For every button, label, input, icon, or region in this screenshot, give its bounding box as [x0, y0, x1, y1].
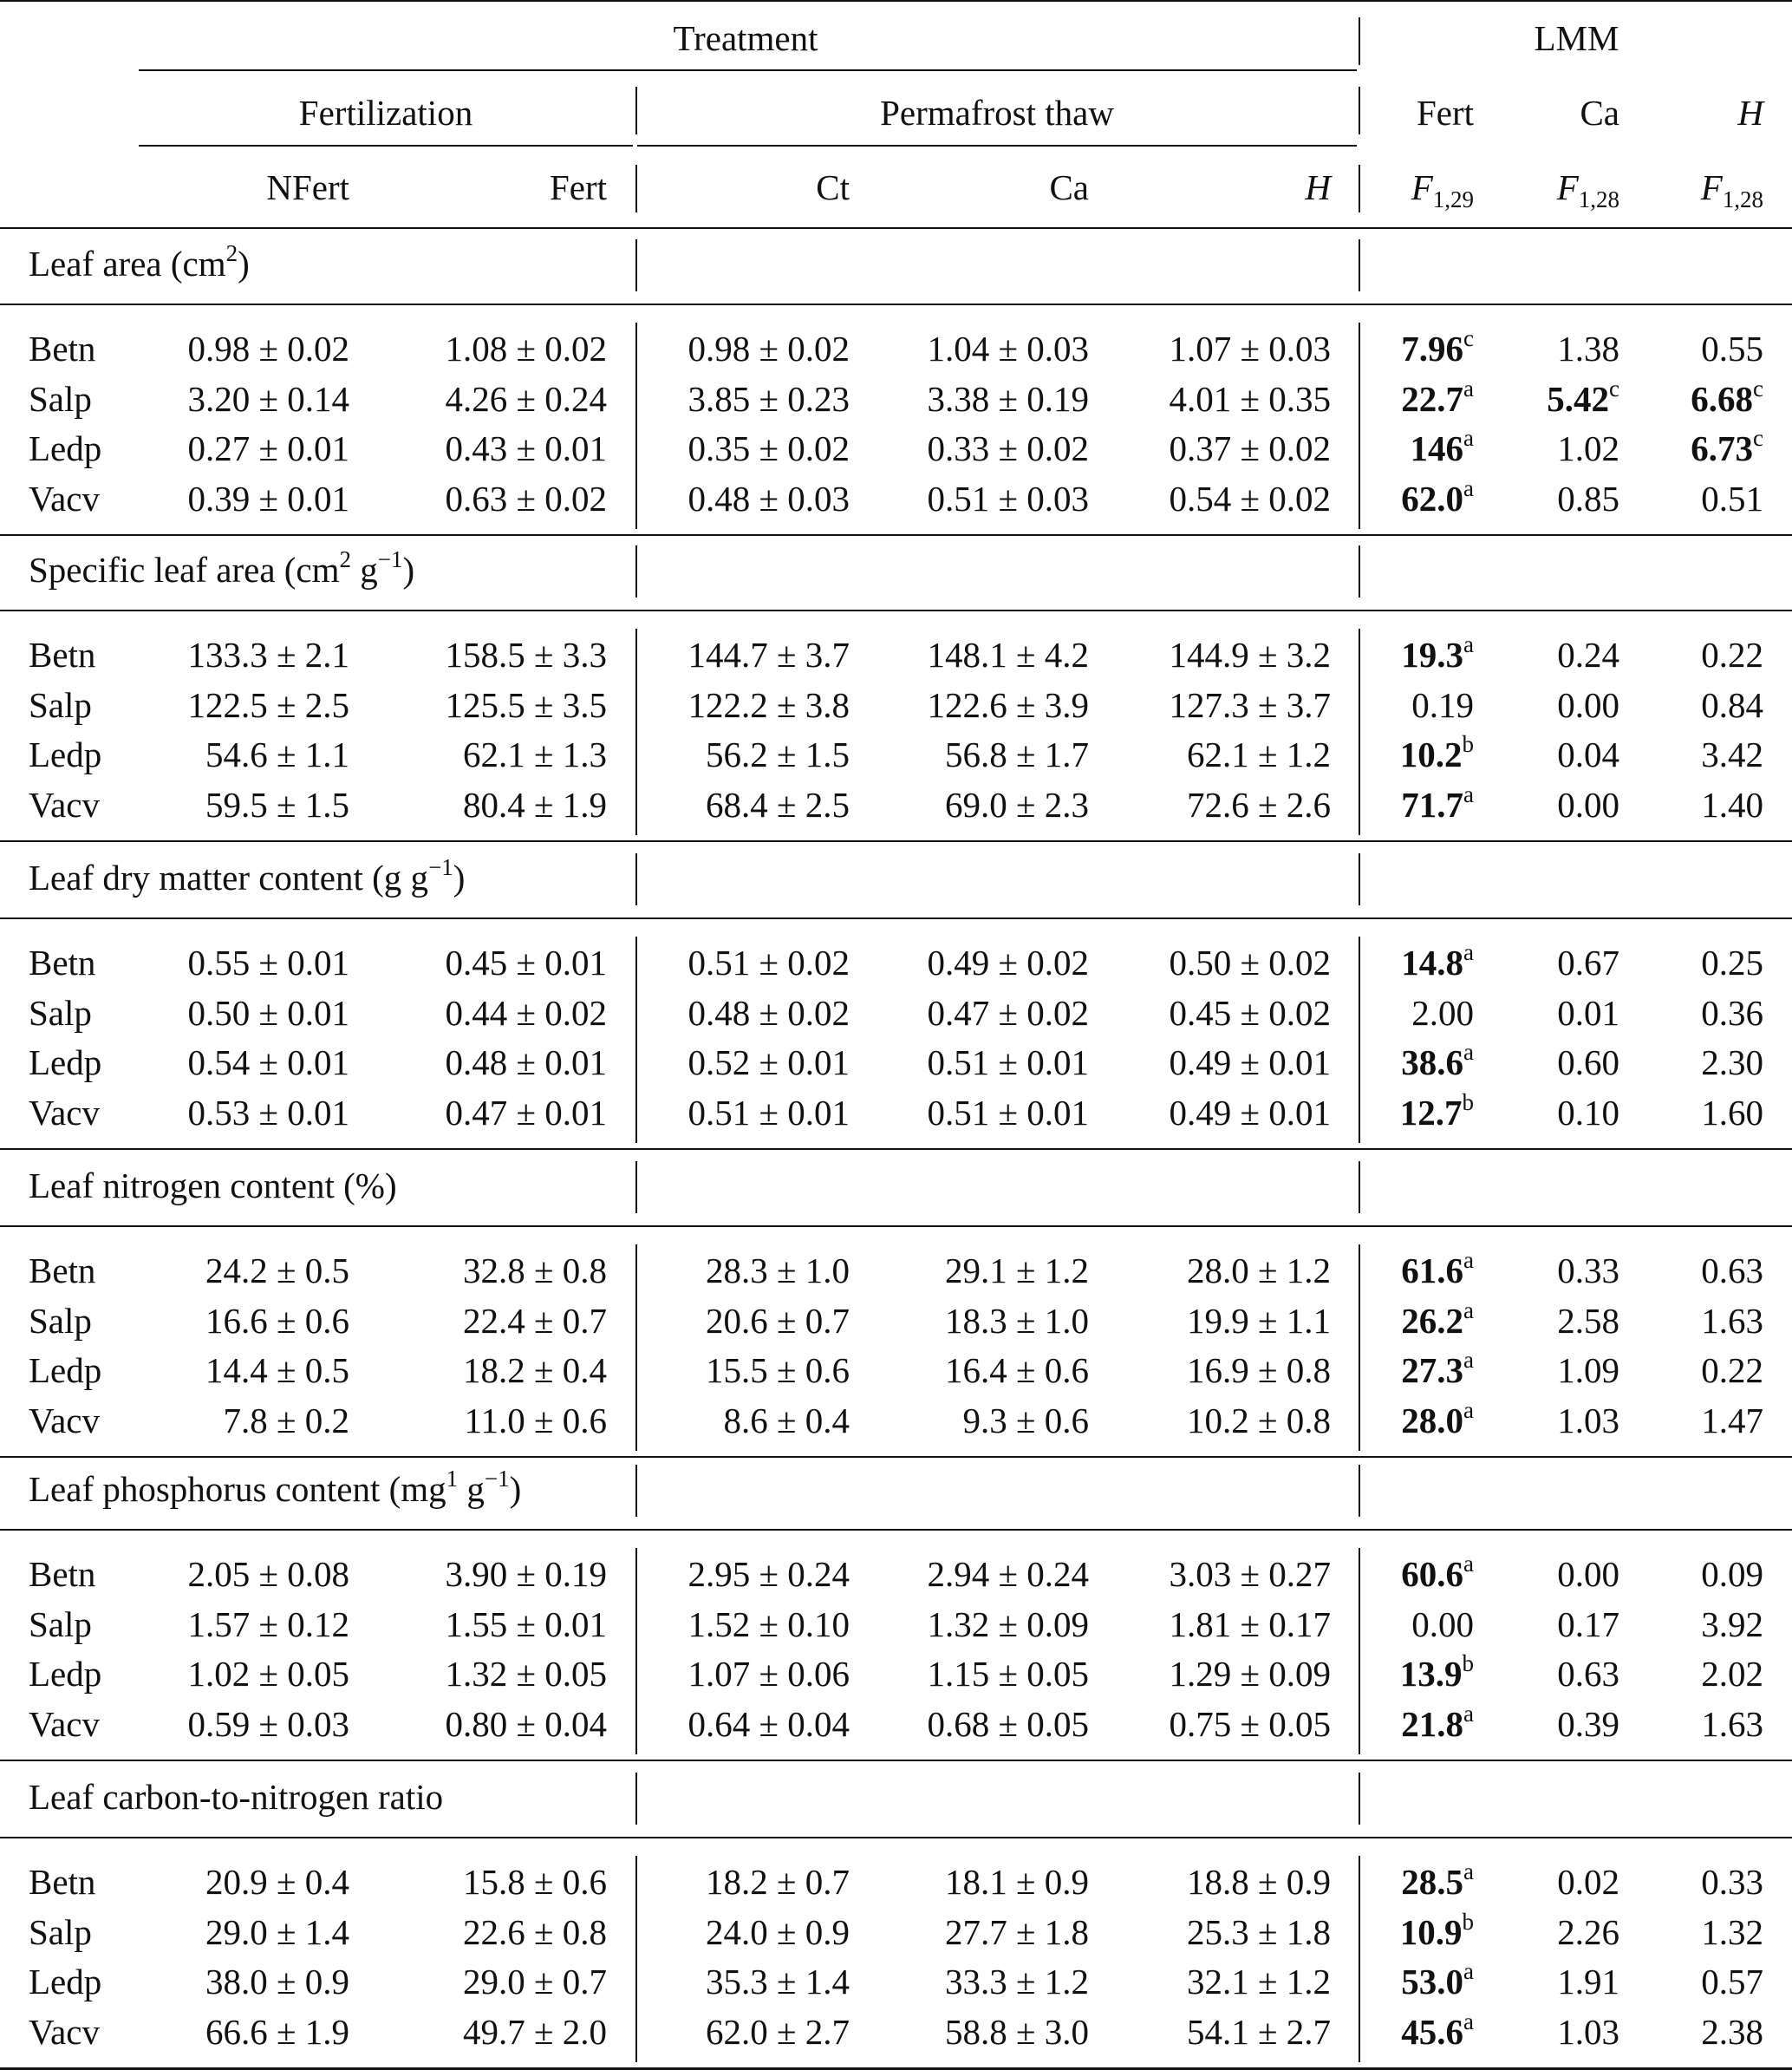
rule-line	[0, 227, 1792, 229]
f-value-cell: 0.84	[1701, 684, 1763, 725]
value-cell: 122.6 ± 3.9	[927, 684, 1089, 725]
column-divider	[635, 545, 637, 597]
section-title: Leaf area $(cm^2)$	[29, 240, 250, 284]
value-cell: 0.49 ± 0.01	[1169, 1092, 1331, 1133]
f-value-cell: 0.10	[1557, 1092, 1619, 1133]
value-cell: 58.8 ± 3.0	[944, 2011, 1089, 2052]
f-value-cell: 22.7$^a$	[1401, 375, 1474, 419]
f-value-cell: 27.3$^a$	[1401, 1347, 1474, 1390]
value-cell: 68.4 ± 2.5	[705, 784, 850, 825]
value-cell: 25.3 ± 1.8	[1186, 1911, 1331, 1952]
value-cell: 3.03 ± 0.27	[1169, 1554, 1331, 1594]
species-vacv: Vacv	[29, 2011, 100, 2052]
f-value-cell: 2.58	[1557, 1300, 1619, 1341]
value-cell: 33.3 ± 1.2	[944, 1962, 1089, 2001]
f-value-cell: 0.22	[1701, 1350, 1763, 1390]
value-cell: 35.3 ± 1.4	[705, 1962, 850, 2001]
f-value-cell: 19.3$^a$	[1401, 631, 1474, 675]
value-cell: 2.94 ± 0.24	[927, 1554, 1089, 1594]
header-lmm-fert: Fert	[1416, 93, 1474, 133]
value-cell: 19.9 ± 1.1	[1186, 1300, 1331, 1341]
species-betn: Betn	[29, 635, 96, 675]
value-cell: 3.90 ± 0.19	[445, 1554, 607, 1594]
value-cell: 0.51 ± 0.01	[927, 1092, 1089, 1133]
value-cell: 4.26 ± 0.24	[445, 378, 607, 419]
f-value-cell: 0.02	[1557, 1862, 1619, 1902]
f-value-cell: 1.63	[1701, 1703, 1763, 1744]
f-value-cell: 0.63	[1701, 1250, 1763, 1290]
f-value-cell: 0.67	[1557, 943, 1619, 983]
f-value-cell: 38.6$^a$	[1401, 1039, 1474, 1082]
value-cell: 0.43 ± 0.01	[445, 428, 607, 468]
value-cell: 144.9 ± 3.2	[1169, 635, 1331, 675]
f-value-cell: 0.01	[1557, 992, 1619, 1033]
value-cell: 0.54 ± 0.01	[187, 1042, 349, 1082]
f-value-cell: 5.42$^c$	[1547, 375, 1619, 419]
f-value-cell: 0.24	[1557, 635, 1619, 675]
f-value-cell: 10.2$^b$	[1399, 731, 1474, 774]
f-value-cell: 1.03	[1557, 1400, 1619, 1440]
value-cell: 148.1 ± 4.2	[927, 635, 1089, 675]
value-cell: 20.9 ± 0.4	[205, 1862, 349, 1902]
column-divider	[1359, 17, 1360, 65]
column-divider	[635, 1161, 637, 1213]
f-value-cell: 1.91	[1557, 1962, 1619, 2001]
species-vacv: Vacv	[29, 478, 100, 519]
species-vacv: Vacv	[29, 784, 100, 825]
value-cell: 27.7 ± 1.8	[944, 1911, 1089, 1952]
f-value-cell: 0.63	[1557, 1654, 1619, 1694]
column-divider	[1359, 1465, 1360, 1517]
rule-line	[0, 840, 1792, 842]
f-value-cell: 0.22	[1701, 635, 1763, 675]
f-value-cell: 2.02	[1701, 1654, 1763, 1694]
value-cell: 0.44 ± 0.02	[445, 992, 607, 1033]
species-betn: Betn	[29, 1554, 96, 1594]
f-value-cell: 0.60	[1557, 1042, 1619, 1082]
value-cell: 0.51 ± 0.02	[687, 943, 850, 983]
value-cell: 1.55 ± 0.01	[445, 1603, 607, 1644]
value-cell: 15.8 ± 0.6	[462, 1862, 607, 1902]
header-lmm-h: H	[1737, 93, 1763, 133]
value-cell: 11.0 ± 0.6	[464, 1400, 607, 1440]
value-cell: 1.57 ± 0.12	[187, 1603, 349, 1644]
value-cell: 0.47 ± 0.01	[445, 1092, 607, 1133]
species-ledp: Ledp	[29, 1350, 102, 1390]
rule-line	[0, 1225, 1792, 1227]
f-value-cell: 0.33	[1557, 1250, 1619, 1290]
column-divider	[1359, 239, 1360, 291]
value-cell: 29.0 ± 1.4	[205, 1911, 349, 1952]
f-value-cell: 146$^a$	[1410, 425, 1474, 468]
value-cell: 1.32 ± 0.09	[927, 1603, 1089, 1644]
species-betn: Betn	[29, 943, 96, 983]
column-divider	[635, 165, 637, 212]
f-value-cell: 1.32	[1701, 1911, 1763, 1952]
section-title: Leaf dry matter content (g $g^{-1}$)	[29, 854, 466, 898]
f-value-cell: 1.47	[1701, 1400, 1763, 1440]
species-ledp: Ledp	[29, 428, 102, 468]
f-value-cell: 0.19	[1411, 684, 1474, 725]
rule-line	[0, 0, 1792, 2]
value-cell: 0.39 ± 0.01	[187, 478, 349, 519]
f-value-cell: 0.17	[1557, 1603, 1619, 1644]
f-value-cell: 2.30	[1701, 1042, 1763, 1082]
f-value-cell: 3.92	[1701, 1603, 1763, 1644]
header-col-h: H	[1305, 167, 1331, 207]
value-cell: 24.2 ± 0.5	[205, 1250, 349, 1290]
value-cell: 54.1 ± 2.7	[1186, 2011, 1331, 2052]
value-cell: 15.5 ± 0.6	[705, 1350, 850, 1390]
rule-line	[637, 145, 1357, 147]
f-value-cell: 3.42	[1701, 735, 1763, 774]
f-value-cell: 0.00	[1557, 1554, 1619, 1594]
value-cell: 10.2 ± 0.8	[1186, 1400, 1331, 1440]
value-cell: 0.98 ± 0.02	[687, 329, 850, 369]
column-divider	[635, 239, 637, 291]
value-cell: 1.08 ± 0.02	[445, 329, 607, 369]
column-divider	[1359, 545, 1360, 597]
value-cell: 1.32 ± 0.05	[445, 1654, 607, 1694]
value-cell: 24.0 ± 0.9	[705, 1911, 850, 1952]
f-value-cell: 1.60	[1701, 1092, 1763, 1133]
f-value-cell: 0.85	[1557, 478, 1619, 519]
value-cell: 59.5 ± 1.5	[205, 784, 349, 825]
section-title: Specific leaf area ($cm^2$ $g^{-1}$)	[29, 546, 415, 590]
f-value-cell: 1.63	[1701, 1300, 1763, 1341]
value-cell: 38.0 ± 0.9	[205, 1962, 349, 2001]
value-cell: 49.7 ± 2.0	[462, 2011, 607, 2052]
value-cell: 0.50 ± 0.02	[1169, 943, 1331, 983]
species-ledp: Ledp	[29, 1962, 102, 2001]
column-divider	[635, 853, 637, 905]
f-value-cell: 61.6$^a$	[1401, 1247, 1474, 1290]
value-cell: 3.20 ± 0.14	[187, 378, 349, 419]
f-value-cell: 53.0$^a$	[1401, 1958, 1474, 2001]
value-cell: 18.1 ± 0.9	[944, 1862, 1089, 1902]
rule-line	[0, 1529, 1792, 1531]
value-cell: 0.48 ± 0.01	[445, 1042, 607, 1082]
header-col-fert: Fert	[549, 167, 607, 207]
species-vacv: Vacv	[29, 1400, 100, 1440]
value-cell: 1.52 ± 0.10	[687, 1603, 850, 1644]
value-cell: 125.5 ± 3.5	[445, 684, 607, 725]
value-cell: 0.68 ± 0.05	[927, 1703, 1089, 1744]
value-cell: 16.6 ± 0.6	[205, 1300, 349, 1341]
value-cell: 0.75 ± 0.05	[1169, 1703, 1331, 1744]
rule-line	[0, 917, 1792, 919]
value-cell: 0.27 ± 0.01	[187, 428, 349, 468]
value-cell: 54.6 ± 1.1	[205, 735, 349, 774]
value-cell: 0.80 ± 0.04	[445, 1703, 607, 1744]
f-value-cell: 0.36	[1701, 992, 1763, 1033]
value-cell: 29.1 ± 1.2	[944, 1250, 1089, 1290]
header-col-nfert: NFert	[266, 167, 349, 207]
f-value-cell: 0.00	[1557, 784, 1619, 825]
column-divider	[635, 87, 637, 134]
species-salp: Salp	[29, 1300, 92, 1341]
f-value-cell: 28.0$^a$	[1401, 1396, 1474, 1440]
value-cell: 1.81 ± 0.17	[1169, 1603, 1331, 1644]
column-divider	[1359, 1773, 1360, 1825]
value-cell: 1.04 ± 0.03	[927, 329, 1089, 369]
column-divider	[635, 1465, 637, 1517]
species-salp: Salp	[29, 378, 92, 419]
value-cell: 28.0 ± 1.2	[1186, 1250, 1331, 1290]
f-value-cell: 28.5$^a$	[1401, 1858, 1474, 1902]
section-title: Leaf carbon-to-nitrogen ratio	[29, 1777, 444, 1817]
value-cell: 0.59 ± 0.03	[187, 1703, 349, 1744]
f-value-cell: 71.7$^a$	[1401, 780, 1474, 825]
rule-line	[0, 1456, 1792, 1458]
value-cell: 0.49 ± 0.01	[1169, 1042, 1331, 1082]
header-f-stat: $F_{1,28}$	[1556, 167, 1619, 212]
value-cell: 0.48 ± 0.02	[687, 992, 850, 1033]
value-cell: 29.0 ± 0.7	[462, 1962, 607, 2001]
f-value-cell: 0.00	[1557, 684, 1619, 725]
value-cell: 72.6 ± 2.6	[1186, 784, 1331, 825]
value-cell: 133.3 ± 2.1	[187, 635, 349, 675]
header-col-ca: Ca	[1049, 167, 1089, 207]
value-cell: 144.7 ± 3.7	[687, 635, 850, 675]
f-value-cell: 0.55	[1701, 329, 1763, 369]
value-cell: 8.6 ± 0.4	[723, 1400, 850, 1440]
value-cell: 18.3 ± 1.0	[944, 1300, 1089, 1341]
species-salp: Salp	[29, 1911, 92, 1952]
species-ledp: Ledp	[29, 1042, 102, 1082]
value-cell: 3.38 ± 0.19	[927, 378, 1089, 419]
f-value-cell: 6.73$^c$	[1691, 425, 1763, 468]
f-value-cell: 1.02	[1557, 428, 1619, 468]
rule-line	[139, 145, 633, 147]
value-cell: 0.53 ± 0.01	[187, 1092, 349, 1133]
f-value-cell: 6.68$^c$	[1691, 375, 1763, 419]
f-value-cell: 2.38	[1701, 2011, 1763, 2052]
value-cell: 0.54 ± 0.02	[1169, 478, 1331, 519]
species-betn: Betn	[29, 1862, 96, 1902]
f-value-cell: 1.03	[1557, 2011, 1619, 2052]
value-cell: 16.4 ± 0.6	[944, 1350, 1089, 1390]
f-value-cell: 14.8$^a$	[1401, 939, 1474, 983]
value-cell: 0.33 ± 0.02	[927, 428, 1089, 468]
f-value-cell: 21.8$^a$	[1401, 1700, 1474, 1744]
value-cell: 28.3 ± 1.0	[705, 1250, 850, 1290]
species-betn: Betn	[29, 329, 96, 369]
rule-line	[0, 1148, 1792, 1150]
value-cell: 66.6 ± 1.9	[205, 2011, 349, 2052]
value-cell: 0.55 ± 0.01	[187, 943, 349, 983]
value-cell: 18.2 ± 0.7	[705, 1862, 850, 1902]
section-title: Leaf phosphorus content ($mg^1$ $g^{-1}$)	[29, 1466, 522, 1509]
species-betn: Betn	[29, 1250, 96, 1290]
header-treatment: Treatment	[673, 18, 818, 58]
value-cell: 80.4 ± 1.9	[462, 784, 607, 825]
value-cell: 4.01 ± 0.35	[1169, 378, 1331, 419]
value-cell: 22.6 ± 0.8	[462, 1911, 607, 1952]
value-cell: 0.45 ± 0.01	[445, 943, 607, 983]
column-divider	[1359, 165, 1360, 212]
f-value-cell: 60.6$^a$	[1401, 1551, 1474, 1594]
f-value-cell: 2.00	[1411, 992, 1474, 1033]
species-salp: Salp	[29, 1603, 92, 1644]
f-value-cell: 0.51	[1701, 478, 1763, 519]
value-cell: 32.8 ± 0.8	[462, 1250, 607, 1290]
f-value-cell: 0.33	[1701, 1862, 1763, 1902]
value-cell: 1.29 ± 0.09	[1169, 1654, 1331, 1694]
value-cell: 9.3 ± 0.6	[962, 1400, 1089, 1440]
value-cell: 0.45 ± 0.02	[1169, 992, 1331, 1033]
species-ledp: Ledp	[29, 1654, 102, 1694]
value-cell: 0.52 ± 0.01	[687, 1042, 850, 1082]
value-cell: 62.1 ± 1.3	[462, 735, 607, 774]
rule-line	[0, 610, 1792, 611]
rule-line	[0, 534, 1792, 536]
f-value-cell: 26.2$^a$	[1401, 1296, 1474, 1341]
value-cell: 0.48 ± 0.03	[687, 478, 850, 519]
value-cell: 0.51 ± 0.01	[927, 1042, 1089, 1082]
value-cell: 7.8 ± 0.2	[223, 1400, 349, 1440]
header-fertilization: Fertilization	[298, 93, 473, 133]
f-value-cell: 0.04	[1557, 735, 1619, 774]
header-col-ct: Ct	[816, 167, 850, 207]
f-value-cell: 45.6$^a$	[1401, 2008, 1474, 2052]
f-value-cell: 1.40	[1701, 784, 1763, 825]
f-value-cell: 0.00	[1411, 1603, 1474, 1644]
value-cell: 0.64 ± 0.04	[687, 1703, 850, 1744]
column-divider	[1359, 87, 1360, 134]
value-cell: 14.4 ± 0.5	[205, 1350, 349, 1390]
species-salp: Salp	[29, 684, 92, 725]
f-value-cell: 2.26	[1557, 1911, 1619, 1952]
f-value-cell: 62.0$^a$	[1401, 474, 1474, 519]
value-cell: 158.5 ± 3.3	[445, 635, 607, 675]
column-divider	[1359, 853, 1360, 905]
value-cell: 0.50 ± 0.01	[187, 992, 349, 1033]
f-value-cell: 0.39	[1557, 1703, 1619, 1744]
rule-line	[0, 1760, 1792, 1761]
header-lmm-ca: Ca	[1580, 93, 1619, 133]
f-value-cell: 7.96$^c$	[1401, 325, 1474, 369]
f-value-cell: 0.09	[1701, 1554, 1763, 1594]
value-cell: 62.1 ± 1.2	[1186, 735, 1331, 774]
value-cell: 69.0 ± 2.3	[944, 784, 1089, 825]
value-cell: 56.8 ± 1.7	[944, 735, 1089, 774]
f-value-cell: 0.57	[1701, 1962, 1763, 2001]
f-value-cell: 12.7$^b$	[1399, 1088, 1474, 1133]
value-cell: 1.07 ± 0.06	[687, 1654, 850, 1694]
f-value-cell: 13.9$^b$	[1399, 1650, 1474, 1694]
value-cell: 0.49 ± 0.02	[927, 943, 1089, 983]
value-cell: 20.6 ± 0.7	[705, 1300, 850, 1341]
value-cell: 1.07 ± 0.03	[1169, 329, 1331, 369]
value-cell: 2.05 ± 0.08	[187, 1554, 349, 1594]
value-cell: 3.85 ± 0.23	[687, 378, 850, 419]
species-ledp: Ledp	[29, 735, 102, 774]
f-value-cell: 0.25	[1701, 943, 1763, 983]
value-cell: 0.51 ± 0.03	[927, 478, 1089, 519]
header-f-stat: $F_{1,28}$	[1700, 167, 1763, 212]
rule-line	[139, 69, 1357, 71]
header-lmm: LMM	[1534, 18, 1619, 58]
species-vacv: Vacv	[29, 1703, 100, 1744]
f-value-cell: 1.09	[1557, 1350, 1619, 1390]
value-cell: 122.5 ± 2.5	[187, 684, 349, 725]
value-cell: 0.37 ± 0.02	[1169, 428, 1331, 468]
value-cell: 22.4 ± 0.7	[462, 1300, 607, 1341]
value-cell: 2.95 ± 0.24	[687, 1554, 850, 1594]
rule-line	[0, 304, 1792, 305]
species-salp: Salp	[29, 992, 92, 1033]
value-cell: 62.0 ± 2.7	[705, 2011, 850, 2052]
value-cell: 0.47 ± 0.02	[927, 992, 1089, 1033]
value-cell: 1.02 ± 0.05	[187, 1654, 349, 1694]
value-cell: 16.9 ± 0.8	[1186, 1350, 1331, 1390]
value-cell: 127.3 ± 3.7	[1169, 684, 1331, 725]
column-divider	[635, 1773, 637, 1825]
header-permafrost-thaw: Permafrost thaw	[880, 93, 1114, 133]
value-cell: 1.15 ± 0.05	[927, 1654, 1089, 1694]
f-value-cell: 1.38	[1557, 329, 1619, 369]
value-cell: 18.8 ± 0.9	[1186, 1862, 1331, 1902]
species-vacv: Vacv	[29, 1092, 100, 1133]
value-cell: 56.2 ± 1.5	[705, 735, 850, 774]
value-cell: 18.2 ± 0.4	[462, 1350, 607, 1390]
value-cell: 0.63 ± 0.02	[445, 478, 607, 519]
rule-line	[0, 1837, 1792, 1838]
value-cell: 122.2 ± 3.8	[687, 684, 850, 725]
header-f-stat: $F_{1,29}$	[1411, 167, 1474, 212]
value-cell: 0.35 ± 0.02	[687, 428, 850, 468]
value-cell: 32.1 ± 1.2	[1186, 1962, 1331, 2001]
value-cell: 0.51 ± 0.01	[687, 1092, 850, 1133]
value-cell: 0.98 ± 0.02	[187, 329, 349, 369]
column-divider	[1359, 1161, 1360, 1213]
f-value-cell: 10.9$^b$	[1399, 1908, 1474, 1952]
section-title: Leaf nitrogen content (%)	[29, 1166, 397, 1205]
